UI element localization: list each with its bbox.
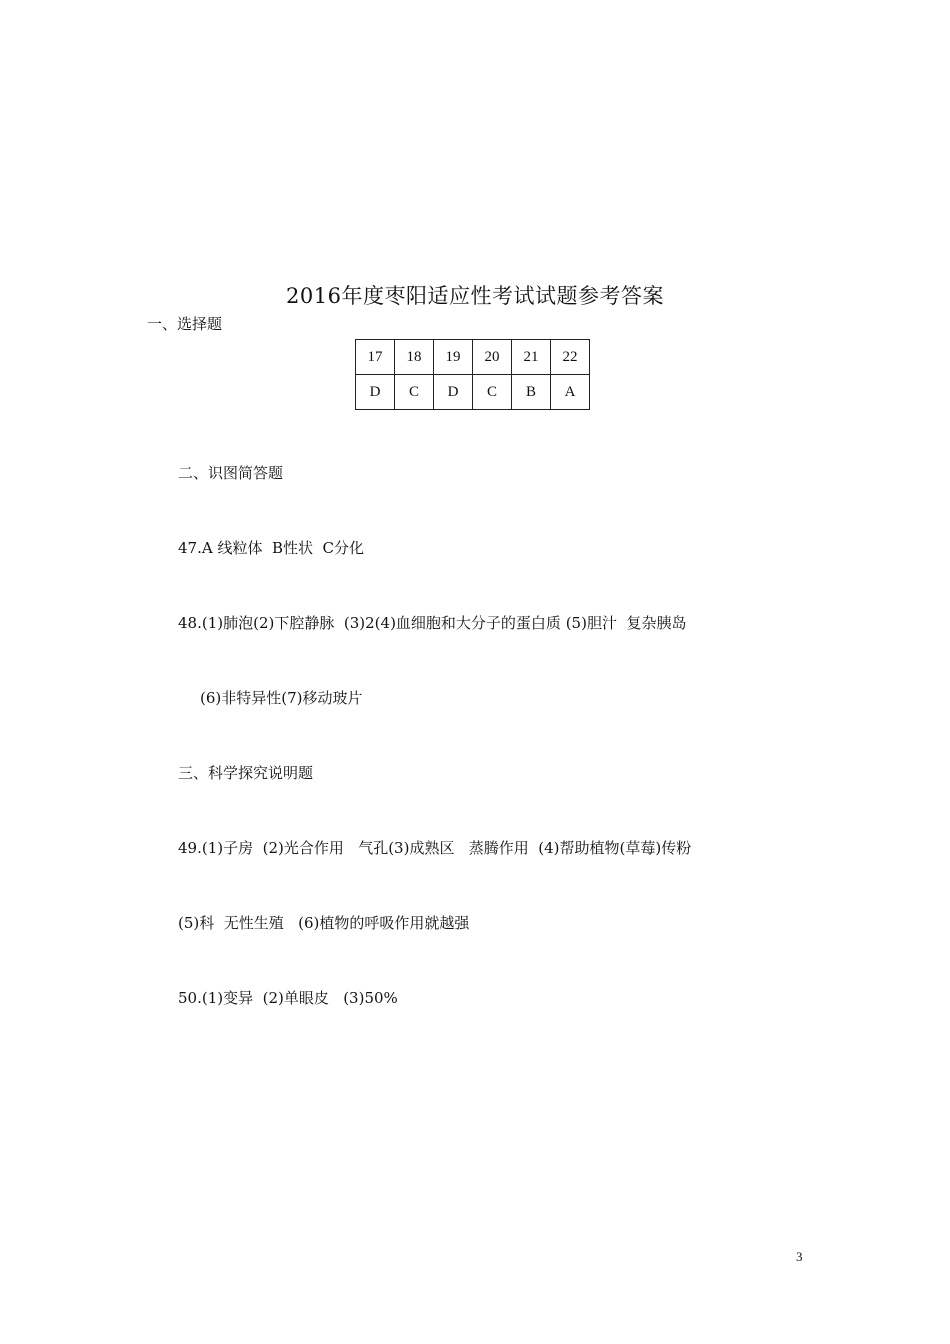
answer-q47: 47.A 线粒体 B性状 C分化 — [178, 539, 365, 557]
table-cell-answer: B — [512, 375, 551, 410]
table-cell-answer: A — [551, 375, 590, 410]
table-cell-number: 22 — [551, 340, 590, 375]
answer-body — [178, 411, 691, 1061]
table-cell-answer: D — [356, 375, 395, 410]
table-cell-number: 18 — [395, 340, 434, 375]
answer-q48-line1: 48.(1)肺泡(2)下腔静脉 (3)2(4)血细胞和大分子的蛋白质 (5)胆汁 复杂胰岛 — [178, 614, 687, 632]
table-cell-answer: C — [395, 375, 434, 410]
table-cell-number: 19 — [434, 340, 473, 375]
answer-q49-line1: 49.(1)子房 (2)光合作用 气孔(3)成熟区 蒸腾作用 (4)帮助植物(草莓)传粉 — [178, 839, 692, 857]
page-title: 2016年度枣阳适应性考试试题参考答案 — [286, 284, 664, 308]
answer-table — [355, 339, 590, 410]
answer-q50: 50.(1)变异 (2)单眼皮 (3)50% — [178, 989, 398, 1007]
table-cell-answer: D — [434, 375, 473, 410]
answer-q48-line2: (6)非特异性(7)移动玻片 — [200, 689, 363, 707]
section-heading-explore: 三、科学探究说明题 — [178, 764, 314, 782]
answer-q49-line2: (5)科 无性生殖 (6)植物的呼吸作用就越强 — [178, 914, 470, 932]
table-cell-number: 20 — [473, 340, 512, 375]
section-heading-choice: 一、选择题 — [147, 315, 223, 333]
table-row-numbers — [356, 340, 590, 375]
table-cell-answer: C — [473, 375, 512, 410]
table-cell-number: 21 — [512, 340, 551, 375]
page-number: 3 — [796, 1249, 803, 1264]
table-row-answers — [356, 375, 590, 410]
section-heading-figure: 二、识图简答题 — [178, 464, 284, 482]
table-cell-number: 17 — [356, 340, 395, 375]
